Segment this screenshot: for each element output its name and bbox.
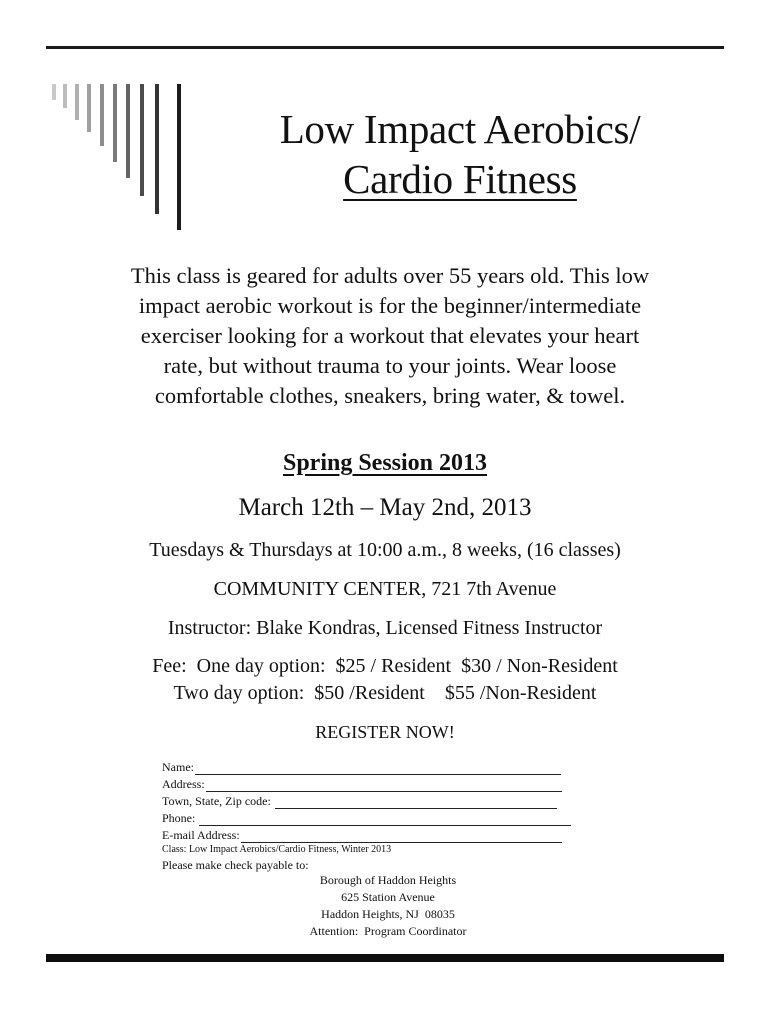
- address-field[interactable]: [206, 780, 562, 792]
- top-rule: [46, 46, 724, 49]
- page-title: [160, 104, 760, 204]
- session-title: Spring Session 2013: [282, 450, 488, 476]
- mailing-address: [238, 872, 538, 940]
- fee-line-1: Fee: One day option: $25 / Resident $30 / Non-Resident: [152, 655, 618, 677]
- session-location: COMMUNITY CENTER, 721 7th Avenue: [213, 578, 557, 600]
- bar-4: [87, 84, 91, 132]
- phone-row: [162, 809, 582, 826]
- email-label: E-mail Address:: [162, 827, 240, 842]
- intro-line: exerciser looking for a workout that elevates your heart: [140, 323, 640, 348]
- name-field[interactable]: [195, 763, 561, 775]
- bar-3: [75, 84, 79, 120]
- bar-2: [63, 84, 67, 108]
- phone-label: Phone:: [162, 810, 196, 825]
- address-label: Address:: [162, 776, 205, 791]
- town-label: Town, State, Zip code:: [162, 793, 271, 808]
- town-field[interactable]: [275, 797, 557, 809]
- intro-line: rate, but without trauma to your joints. Wear loose: [163, 353, 617, 378]
- mailing-line-1: Borough of Haddon Heights: [319, 873, 457, 887]
- session-schedule: Tuesdays & Thursdays at 10:00 a.m., 8 weeks, (16 classes): [149, 539, 621, 561]
- fee-line-2: Two day option: $50 /Resident $55 /Non-Resident: [173, 682, 597, 704]
- bottom-rule: [46, 954, 724, 962]
- bar-1: [52, 84, 56, 100]
- mailing-line-2: 625 Station Avenue: [341, 890, 435, 904]
- bar-8: [140, 84, 144, 196]
- register-now-heading: REGISTER NOW!: [315, 722, 455, 742]
- bar-5: [100, 84, 104, 146]
- title-line-1: Low Impact Aerobics/: [279, 106, 641, 152]
- intro-paragraph: [70, 261, 710, 411]
- email-field[interactable]: [241, 831, 562, 843]
- mailing-line-4: Attention: Program Coordinator: [309, 924, 467, 938]
- name-label: Name:: [162, 759, 194, 774]
- intro-line: impact aerobic workout is for the beginner/intermediate: [138, 293, 642, 318]
- session-dates: March 12th – May 2nd, 2013: [238, 494, 532, 521]
- payable-to-label: Please make check payable to:: [162, 858, 309, 872]
- intro-line: This class is geared for adults over 55 years old. This low: [130, 263, 650, 288]
- class-line: Class: Low Impact Aerobics/Cardio Fitness, Winter 2013: [162, 844, 392, 855]
- address-row: [162, 775, 582, 792]
- session-instructor: Instructor: Blake Kondras, Licensed Fitness Instructor: [167, 617, 603, 639]
- name-row: [162, 758, 582, 775]
- phone-field[interactable]: [199, 814, 571, 826]
- town-row: [162, 792, 582, 809]
- email-row: [162, 826, 582, 843]
- title-line-2: Cardio Fitness: [343, 156, 577, 202]
- mailing-line-3: Haddon Heights, NJ 08035: [321, 907, 455, 921]
- bar-6: [113, 84, 117, 162]
- bar-9: [155, 84, 159, 214]
- registration-form: [162, 758, 582, 873]
- bar-7: [126, 84, 130, 178]
- intro-line: comfortable clothes, sneakers, bring water, & towel.: [154, 383, 626, 408]
